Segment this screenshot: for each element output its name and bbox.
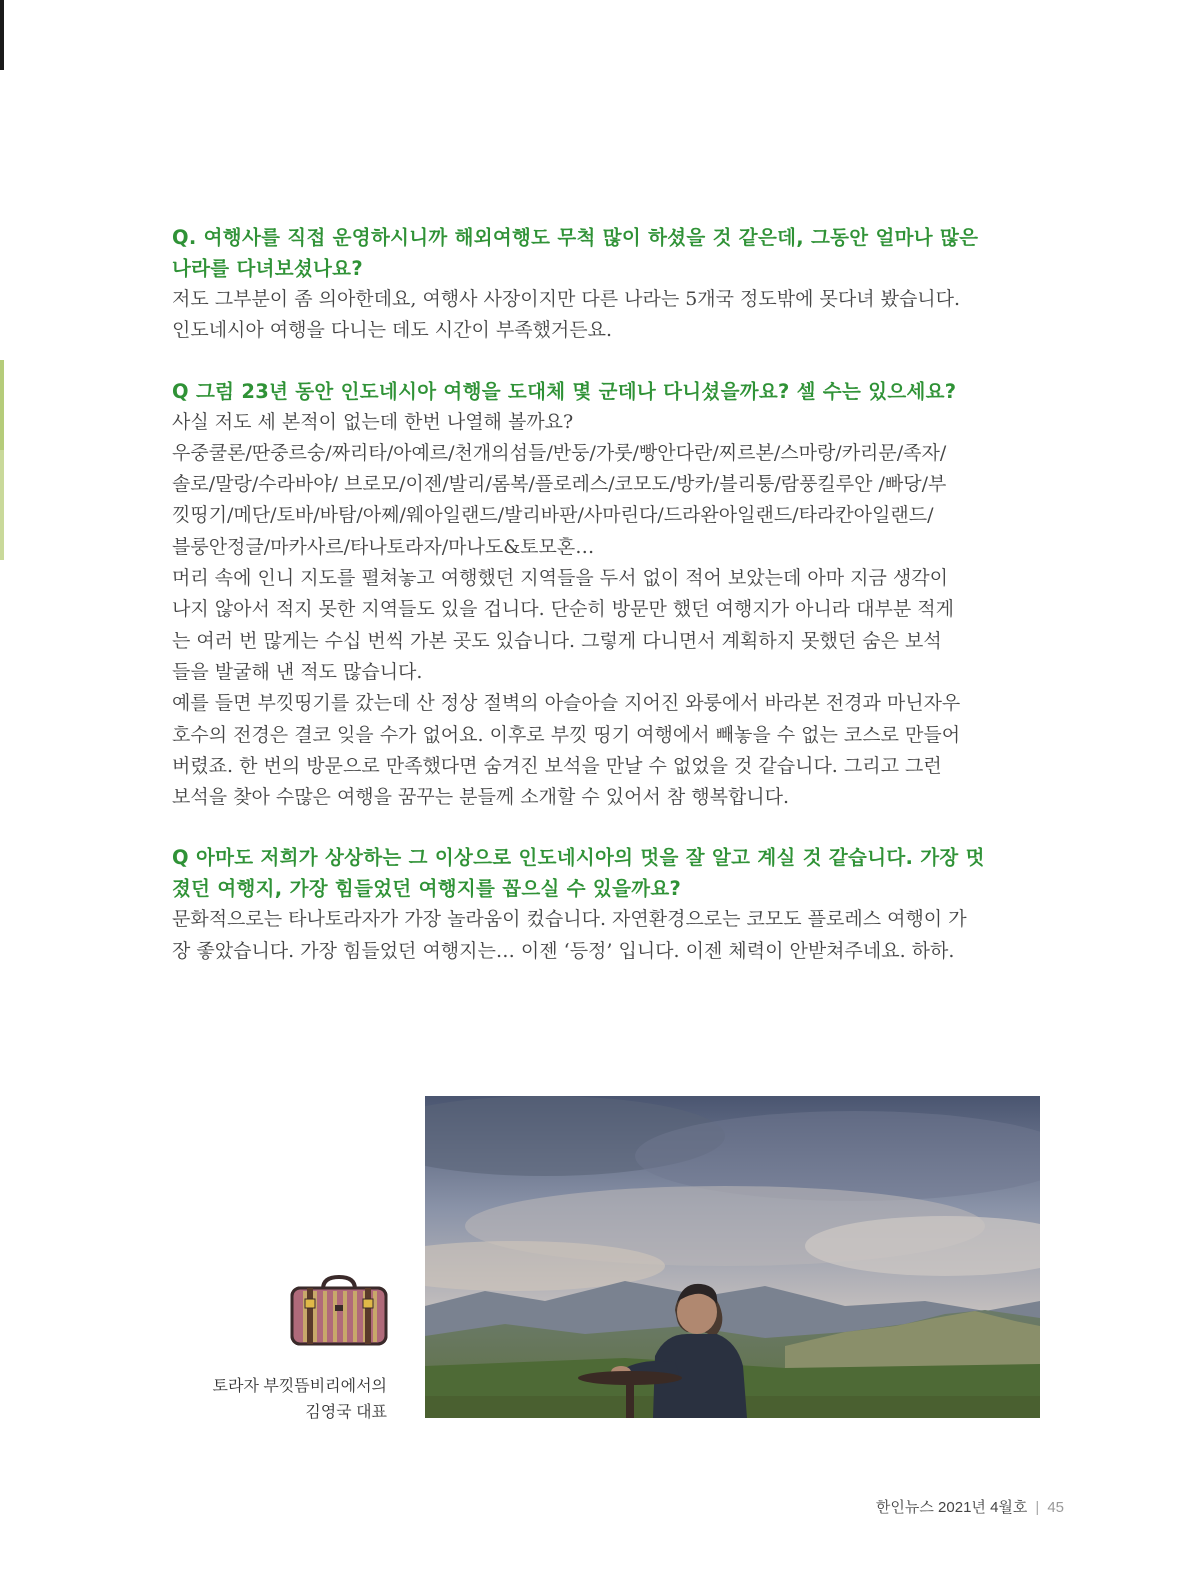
answer-1-line-2: 인도네시아 여행을 다니는 데도 시간이 부족했거든요. <box>172 319 613 342</box>
question-2-line-1: Q 그럼 23년 동안 인도네시아 여행을 도대체 몇 군데나 다니셨을까요? 셀 수는 있으세요? <box>172 379 957 403</box>
issue-label: 한인뉴스 2021년 4월호 <box>875 1499 1028 1516</box>
answer-2-line-1: 사실 저도 세 본적이 없는데 한번 나열해 볼까요? <box>172 410 574 433</box>
answer-2-line-13: 보석을 찾아 수많은 여행을 꿈꾸는 분들께 소개할 수 있어서 참 행복합니다. <box>172 786 790 809</box>
answer-2-line-7: 나지 않아서 적지 못한 지역들도 있을 겁니다. 단순히 방문만 했던 여행지가 아니라 대부분 적게 <box>172 598 955 621</box>
caption-line-2: 김영국 대표 <box>305 1404 387 1421</box>
question-3-line-1: Q 아마도 저희가 상상하는 그 이상으로 인도네시아의 멋을 잘 알고 계실 것 같습니다. 가장 멋 <box>172 846 985 870</box>
question-1-line-1: Q. 여행사를 직접 운영하시니까 해외여행도 무척 많이 하셨을 것 같은데, 그동안 얼마나 많은 <box>172 226 979 249</box>
suitcase-icon <box>289 1275 389 1351</box>
answer-2-line-9: 들을 발굴해 낸 적도 많습니다. <box>172 660 423 683</box>
left-edge-light-green-bar <box>0 450 4 560</box>
answer-2-line-8: 는 여러 번 많게는 수십 번씩 가본 곳도 있습니다. 그렇게 다니면서 계획하지 못했던 숨은 보석 <box>172 629 942 652</box>
answer-1-line-1: 저도 그부분이 좀 의아한데요, 여행사 사장이지만 다른 나라는 5개국 정도밖에 못다녀 봤습니다. <box>172 288 961 310</box>
answer-2-line-2: 우중쿨론/딴중르숭/짜리타/아예르/천개의섬들/반둥/가룻/빵안다란/찌르본/스마랑/카리문/족자/ <box>172 441 947 464</box>
question-1-line-2: 나라를 다녀보셨나요? <box>172 257 363 280</box>
answer-2-line-6: 머리 속에 인니 지도를 펼쳐놓고 여행했던 지역들을 두서 없이 적어 보았는데 아마 지금 생각이 <box>172 567 948 590</box>
answer-3-line-2: 장 좋았습니다. 가장 힘들었던 여행지는… 이젠 ‘등정’ 입니다. 이젠 체력이 안받쳐주네요. 하하. <box>172 939 955 962</box>
caption-line-1: 토라자 부낏뜸비리에서의 <box>212 1378 387 1395</box>
photo-caption <box>150 1374 387 1426</box>
footer-separator: | <box>1035 1499 1040 1516</box>
page-footer <box>876 1496 1064 1517</box>
left-edge-dark-bar <box>0 0 4 70</box>
question-3-line-2: 졌던 여행지, 가장 힘들었던 여행지를 꼽으실 수 있을까요? <box>172 877 682 901</box>
answer-2-line-10: 예를 들면 부낏띵기를 갔는데 산 정상 절벽의 아슬아슬 지어진 와룽에서 바라본 전경과 마닌자우 <box>172 692 961 715</box>
answer-2-line-4: 낏띵기/메단/토바/바탐/아쩨/웨아일랜드/발리바판/사마린다/드라완아일랜드/타라칸아일랜드/ <box>172 504 934 527</box>
answer-2-line-5: 블룽안정글/마카사르/타나토라자/마나도&토모혼… <box>172 535 595 558</box>
answer-2-line-11: 호수의 전경은 결코 잊을 수가 없어요. 이후로 부낏 띵기 여행에서 빼놓을 수 없는 코스로 만들어 <box>172 723 961 746</box>
answer-2-line-3: 솔로/말랑/수라바야/ 브로모/이젠/발리/롬복/플로레스/코모도/방카/블리퉁/람풍킬루안 /빠당/부 <box>172 473 947 496</box>
page-number: 45 <box>1047 1499 1064 1516</box>
interview-article <box>172 222 1046 967</box>
answer-3-line-1: 문화적으로는 타나토라자가 가장 놀라움이 컸습니다. 자연환경으로는 코모도 플로레스 여행이 가 <box>172 908 967 931</box>
landscape-photo <box>425 1096 1040 1418</box>
answer-2-line-12: 버렸죠. 한 번의 방문으로 만족했다면 숨겨진 보석을 만날 수 없었을 것 같습니다. 그리고 그런 <box>172 754 942 777</box>
